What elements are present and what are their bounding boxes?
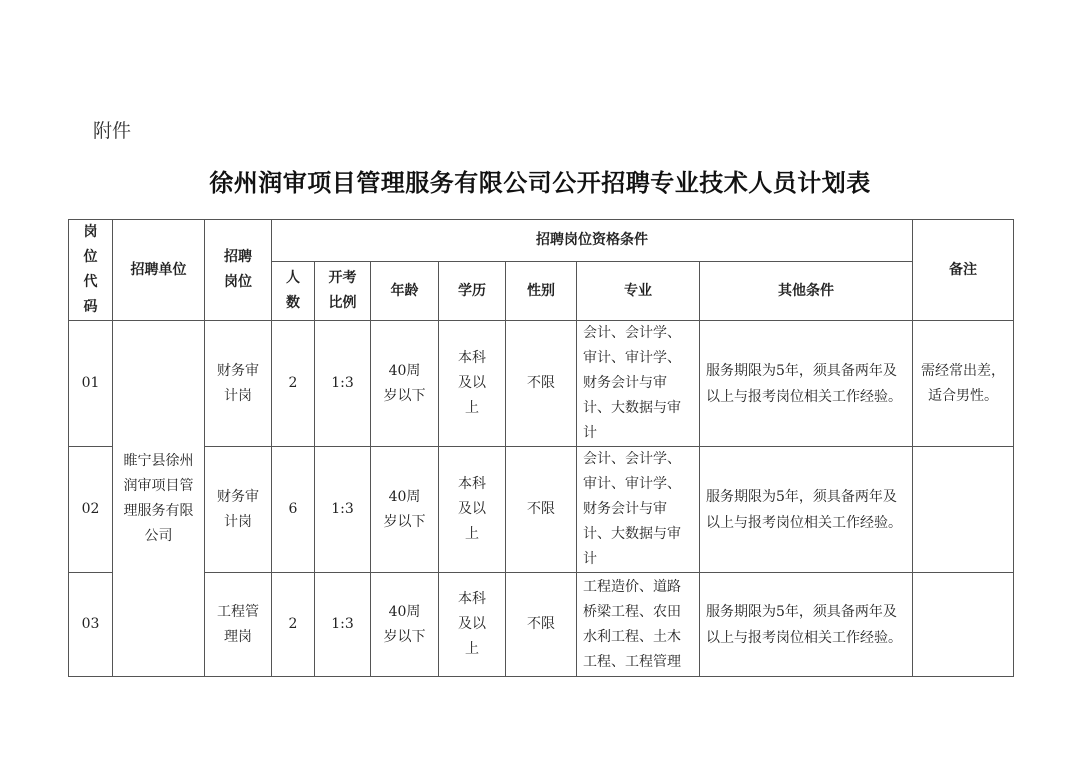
cell-age: 40周岁以下 xyxy=(371,573,439,677)
page-title: 徐州润审项目管理服务有限公司公开招聘专业技术人员计划表 xyxy=(209,169,871,197)
table-row xyxy=(69,321,1014,447)
cell-code: 01 xyxy=(69,321,113,447)
cell-education: 本科及以上 xyxy=(439,573,506,677)
header-remark: 备注 xyxy=(913,220,1014,321)
cell-ratio: 1:3 xyxy=(315,447,371,573)
cell-gender: 不限 xyxy=(506,321,577,447)
header-major: 专业 xyxy=(577,262,700,321)
header-age: 年龄 xyxy=(371,262,439,321)
cell-code: 02 xyxy=(69,447,113,573)
header-other: 其他条件 xyxy=(700,262,913,321)
cell-major: 工程造价、道路桥梁工程、农田水利工程、土木工程、工程管理 xyxy=(577,573,700,677)
cell-other: 服务期限为5年，须具备两年及以上与报考岗位相关工作经验。 xyxy=(700,447,913,573)
cell-post: 财务审计岗 xyxy=(205,447,272,573)
header-post: 招聘岗位 xyxy=(205,220,272,321)
cell-code: 03 xyxy=(69,573,113,677)
cell-other: 服务期限为5年，须具备两年及以上与报考岗位相关工作经验。 xyxy=(700,321,913,447)
cell-ratio: 1:3 xyxy=(315,573,371,677)
cell-other: 服务期限为5年，须具备两年及以上与报考岗位相关工作经验。 xyxy=(700,573,913,677)
header-code: 岗位代码 xyxy=(69,220,113,321)
table-row xyxy=(69,573,1014,677)
cell-post: 工程管理岗 xyxy=(205,573,272,677)
header-conditions: 招聘岗位资格条件 xyxy=(272,220,913,262)
attachment-label: 附件 xyxy=(93,120,132,142)
cell-remark xyxy=(913,573,1014,677)
header-ratio: 开考比例 xyxy=(315,262,371,321)
cell-education: 本科及以上 xyxy=(439,447,506,573)
cell-major: 会计、会计学、审计、审计学、财务会计与审计、大数据与审计 xyxy=(577,447,700,573)
header-unit: 招聘单位 xyxy=(113,220,205,321)
cell-count: 2 xyxy=(272,321,315,447)
cell-gender: 不限 xyxy=(506,447,577,573)
cell-remark: 需经常出差，适合男性。 xyxy=(913,321,1014,447)
cell-count: 2 xyxy=(272,573,315,677)
cell-age: 40周岁以下 xyxy=(371,321,439,447)
cell-unit: 睢宁县徐州润审项目管理服务有限公司 xyxy=(113,321,205,677)
cell-major: 会计、会计学、审计、审计学、财务会计与审计、大数据与审计 xyxy=(577,321,700,447)
header-education: 学历 xyxy=(439,262,506,321)
table-row xyxy=(69,447,1014,573)
cell-gender: 不限 xyxy=(506,573,577,677)
cell-ratio: 1:3 xyxy=(315,321,371,447)
cell-remark xyxy=(913,447,1014,573)
cell-post: 财务审计岗 xyxy=(205,321,272,447)
cell-count: 6 xyxy=(272,447,315,573)
recruitment-table xyxy=(68,219,1014,677)
header-count: 人数 xyxy=(272,262,315,321)
cell-age: 40周岁以下 xyxy=(371,447,439,573)
cell-education: 本科及以上 xyxy=(439,321,506,447)
header-gender: 性别 xyxy=(506,262,577,321)
